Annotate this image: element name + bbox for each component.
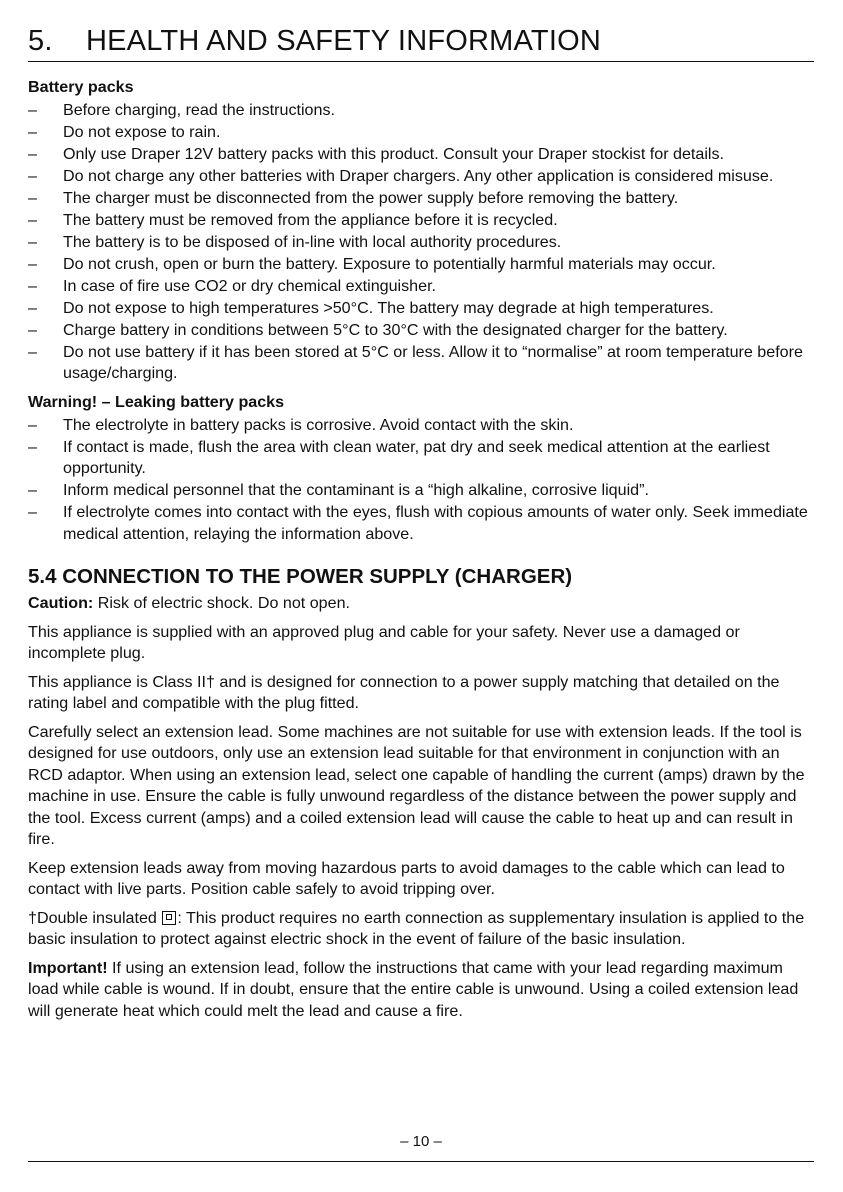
dash-bullet: – — [28, 144, 37, 163]
dash-bullet: – — [28, 232, 37, 251]
dash-bullet: – — [28, 122, 37, 141]
list-item-text: Do not use battery if it has been stored at 5°C or less. Allow it to “normalise” at room temperature before usage/charging. — [63, 342, 803, 382]
list-item — [28, 320, 814, 342]
list-item-text: Do not charge any other batteries with Draper chargers. Any other application is considered misuse. — [63, 166, 774, 185]
list-item-text: Do not crush, open or burn the battery. Exposure to potentially harmful materials may occur. — [63, 254, 716, 273]
list-item — [28, 232, 814, 254]
list-item-text: Do not expose to high temperatures >50°C. The battery may degrade at high temperatures. — [63, 298, 714, 317]
list-item-text: In case of fire use CO2 or dry chemical extinguisher. — [63, 276, 437, 295]
section-number: 5. — [28, 25, 53, 57]
dash-bullet: – — [28, 437, 37, 456]
manual-page — [28, 0, 814, 1192]
paragraph: This appliance is Class II† and is designed for connection to a power supply matching that detailed on the rating label and compatible with the plug fitted. — [28, 672, 780, 712]
subsection-heading: 5.4 CONNECTION TO THE POWER SUPPLY (CHARGER) — [28, 565, 573, 588]
double-insulated-icon — [162, 911, 176, 925]
list-item — [28, 100, 814, 122]
caution-text: Risk of electric shock. Do not open. — [93, 594, 350, 612]
list-item-text: Only use Draper 12V battery packs with this product. Consult your Draper stockist for details. — [63, 144, 725, 163]
warning-heading: Warning! – Leaking battery packs — [28, 393, 285, 411]
list-item — [28, 210, 814, 232]
list-item — [28, 254, 814, 276]
list-item-text: The charger must be disconnected from the power supply before removing the battery. — [63, 188, 679, 207]
dash-bullet: – — [28, 276, 37, 295]
list-item-text: Before charging, read the instructions. — [63, 100, 335, 119]
dash-bullet: – — [28, 503, 37, 521]
dash-bullet: – — [28, 320, 37, 339]
list-item — [28, 188, 814, 210]
list-item — [28, 298, 814, 320]
double-insulated-text: : This product requires no earth connection as supplementary insulation is applied to the basic insulation to protect against electric shock in the event of failure of the basic insulation. — [28, 908, 805, 948]
caution-paragraph — [28, 593, 814, 615]
battery-packs-heading: Battery packs — [28, 78, 134, 96]
section-title: HEALTH AND SAFETY INFORMATION — [86, 25, 601, 57]
dash-bullet: – — [28, 481, 37, 499]
list-item — [28, 480, 814, 502]
list-item — [28, 166, 814, 188]
caution-label: Caution: — [28, 594, 94, 612]
important-text: If using an extension lead, follow the instructions that came with your lead regarding maximum load while cable is wound. If in doubt, ensure that the entire cable is unwound. Using a coiled extension lead will generate heat which could melt the lead and cause a fire. — [28, 958, 799, 1020]
page-content — [28, 77, 814, 1029]
dash-bullet: – — [28, 188, 37, 207]
list-item-text: The battery is to be disposed of in-line with local authority procedures. — [63, 232, 562, 251]
list-item-text: The battery must be removed from the appliance before it is recycled. — [63, 210, 558, 229]
dash-bullet: – — [28, 254, 37, 273]
page-number: – 10 – — [400, 1133, 442, 1150]
list-item — [28, 144, 814, 166]
battery-packs-list — [28, 100, 814, 385]
list-item — [28, 122, 814, 144]
list-item-text: The electrolyte in battery packs is corrosive. Avoid contact with the skin. — [63, 415, 574, 434]
double-insulated-label: †Double insulated — [28, 908, 162, 927]
section-heading — [28, 24, 814, 58]
warning-list — [28, 415, 814, 546]
list-item — [28, 502, 814, 545]
paragraph: Carefully select an extension lead. Some machines are not suitable for use with extension leads. If the tool is designed for use outdoors, only use an extension lead suitable for that environment in conjunction with an RCD adaptor. When using an extension lead, select one capable of handling the current (amps) drawn by the machine in use. Ensure the cable is fully unwound regardless of the distance between the power supply and the tool. Excess current (amps) and a coiled extension lead will cause the cable to heat up and can result in fire. — [28, 722, 805, 848]
list-item — [28, 415, 814, 437]
dash-bullet: – — [28, 100, 37, 119]
dash-bullet: – — [28, 210, 37, 229]
list-item-text: If contact is made, flush the area with clean water, pat dry and seek medical attention at the earliest opportunity. — [63, 437, 770, 477]
list-item — [28, 276, 814, 298]
list-item-text: Do not expose to rain. — [63, 122, 221, 141]
paragraph: Keep extension leads away from moving hazardous parts to avoid damages to the cable which can lead to contact with live parts. Position cable safely to avoid tripping over. — [28, 858, 785, 898]
list-item — [28, 437, 814, 480]
double-insulated-paragraph — [28, 908, 814, 951]
list-item — [28, 342, 814, 385]
important-paragraph — [28, 958, 814, 1023]
dash-bullet: – — [28, 415, 37, 434]
list-item-text: If electrolyte comes into contact with the eyes, flush with copious amounts of water only. Seek immediate medical attention, relaying the information above. — [63, 503, 808, 543]
dash-bullet: – — [28, 298, 37, 317]
list-item-text: Charge battery in conditions between 5°C to 30°C with the designated charger for the battery. — [63, 320, 728, 339]
important-label: Important! — [28, 958, 108, 977]
list-item-text: Inform medical personnel that the contaminant is a “high alkaline, corrosive liquid”. — [63, 481, 649, 499]
dash-bullet: – — [28, 166, 37, 185]
header-divider — [28, 61, 814, 62]
footer-divider — [28, 1161, 814, 1162]
paragraph: This appliance is supplied with an approved plug and cable for your safety. Never use a damaged or incomplete plug. — [28, 622, 740, 662]
dash-bullet: – — [28, 342, 37, 361]
